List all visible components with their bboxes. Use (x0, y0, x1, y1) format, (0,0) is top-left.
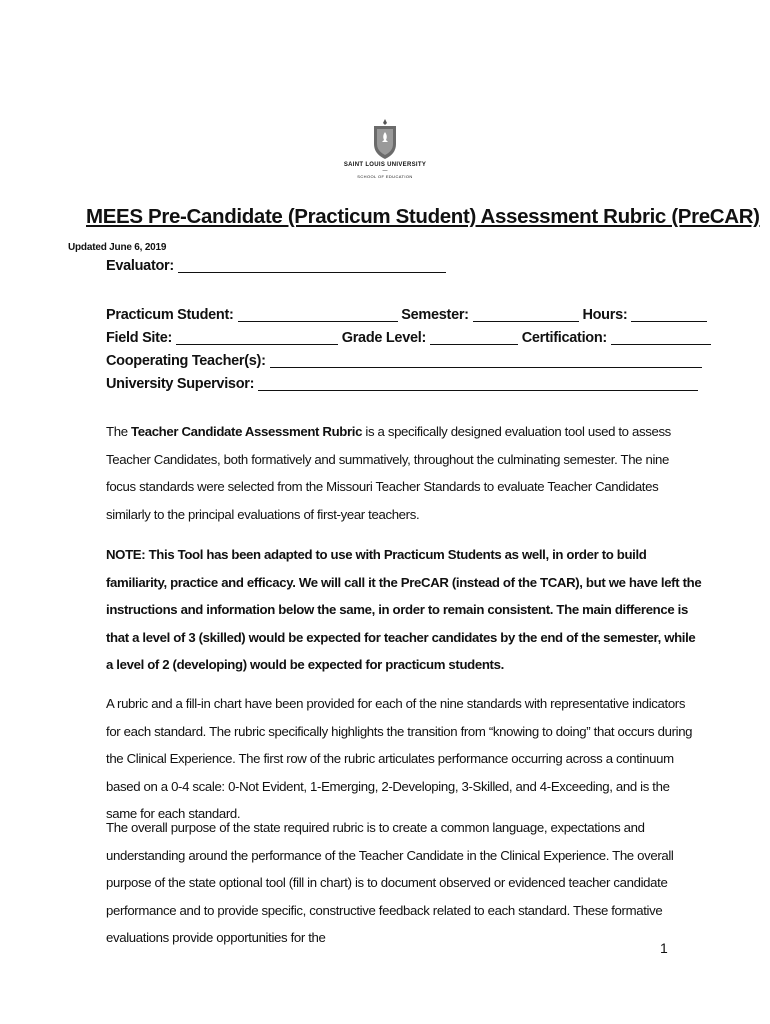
field-site-label: Field Site: (106, 330, 172, 346)
semester-label: Semester: (401, 307, 469, 323)
university-supervisor-label: University Supervisor: (106, 376, 255, 392)
practicum-row (106, 307, 707, 323)
evaluator-row (106, 258, 446, 274)
cooperating-teacher-label: Cooperating Teacher(s): (106, 353, 266, 369)
practicum-student-field[interactable] (238, 307, 398, 322)
logo-divider: — (382, 168, 388, 174)
shield-crest-icon (371, 118, 399, 160)
cooperating-teacher-field[interactable] (270, 353, 702, 368)
page-number: 1 (660, 940, 668, 956)
certification-label: Certification: (521, 330, 607, 346)
hours-label: Hours: (582, 307, 628, 323)
field-site-field[interactable] (176, 330, 338, 345)
university-logo (300, 118, 470, 179)
intro-paragraph (106, 418, 696, 528)
note-paragraph: NOTE: This Tool has been adapted to use with Practicum Students as well, in order to build familiarity, practice and efficacy. We will call it the PreCAR (instead of the TCAR), but we have left the instructions and information below the same, in order to remain consistent. The main difference is that a level of 3 (skilled) would be expected for teacher candidates by the end of the semester, while a level of 2 (developing) would be expected for practicum students. (106, 547, 702, 672)
updated-date: Updated June 6, 2019 (68, 242, 167, 253)
grade-level-label: Grade Level: (341, 330, 426, 346)
evaluator-field[interactable] (178, 258, 446, 273)
practicum-student-label: Practicum Student: (106, 307, 234, 323)
evaluator-label: Evaluator: (106, 258, 174, 274)
semester-field[interactable] (473, 307, 579, 322)
school-name: SCHOOL OF EDUCATION (357, 174, 413, 179)
university-name: SAINT LOUIS UNIVERSITY (343, 162, 427, 168)
hours-field[interactable] (631, 307, 707, 322)
cooperating-teacher-row (106, 353, 702, 369)
university-supervisor-field[interactable] (258, 376, 698, 391)
university-supervisor-row (106, 376, 698, 392)
intro-bold-term: Teacher Candidate Assessment Rubric (131, 424, 363, 439)
certification-field[interactable] (611, 330, 711, 345)
document-title: MEES Pre-Candidate (Practicum Student) Assessment Rubric (PreCAR) (86, 205, 760, 228)
purpose-paragraph: The overall purpose of the state required rubric is to create a common language, expectations and understanding around the performance of the Teacher Candidate in the Clinical Experience. The overall purpose of the state optional tool (fill in chart) is to document observed or evidenced teacher candidate performance and to provide specific, constructive feedback related to each standard. These formative evaluations provide opportunities for the (106, 820, 674, 945)
intro-rest: is a specifically designed evaluation tool used to assess Teacher Candidates, both formatively and summatively, throughout the culminating semester. The nine focus standards were selected from the Missouri Teacher Standards to evaluate Teacher Candidates similarly to the principal evaluations of first-year teachers. (106, 424, 671, 522)
intro-lead: The (106, 424, 131, 439)
grade-level-field[interactable] (430, 330, 518, 345)
rubric-paragraph: A rubric and a fill-in chart have been provided for each of the nine standards with representative indicators for each standard. The rubric specifically highlights the transition from “knowing to doing” that occurs during the Clinical Experience. The first row of the rubric articulates performance occurring across a continuum based on a 0-4 scale: 0-Not Evident, 1-Emerging, 2-Developing, 3-Skilled, and 4-Exceeding, and is the same for each standard. (106, 696, 693, 821)
field-site-row (106, 330, 711, 346)
